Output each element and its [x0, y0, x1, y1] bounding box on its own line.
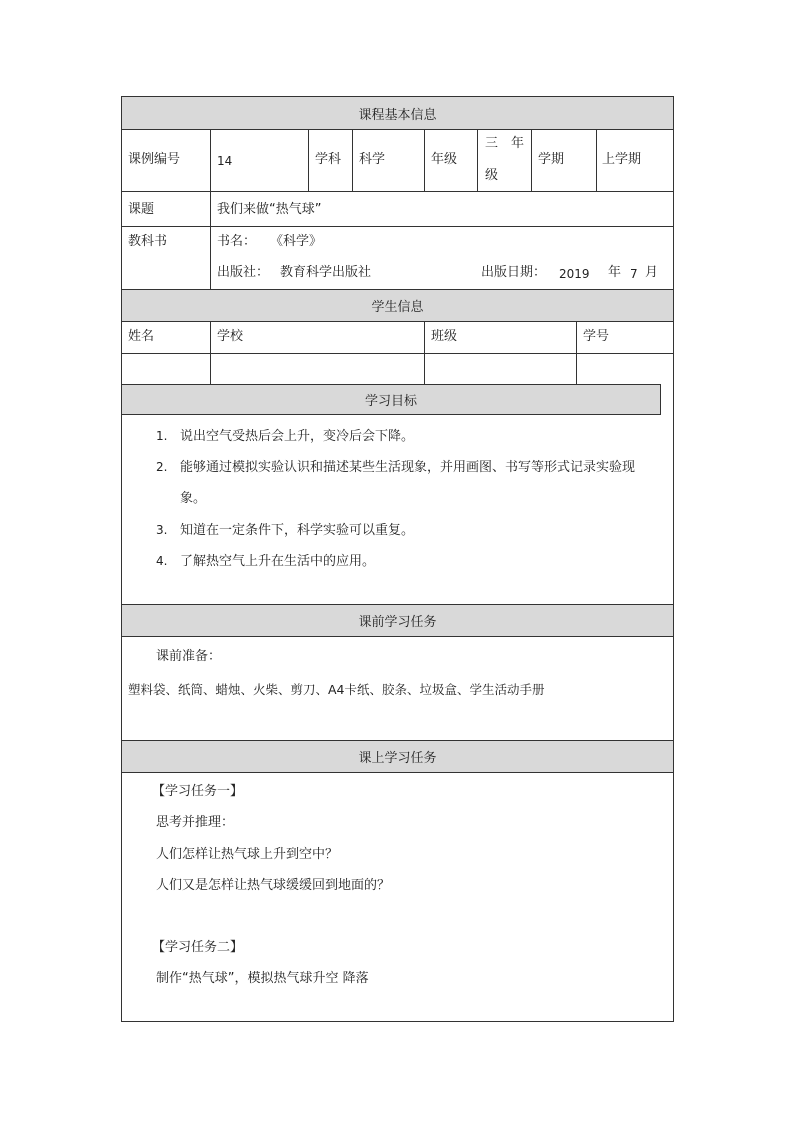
objective-item-continued: 象。	[180, 491, 207, 506]
objective-item: 1. 说出空气受热后会上升，变冷后会下降。	[156, 429, 415, 444]
divider	[424, 129, 425, 191]
objective-item: 4. 了解热空气上升在生活中的应用。	[156, 554, 376, 569]
label-grade: 年级	[431, 152, 458, 167]
divider	[477, 129, 478, 191]
lesson-form-table	[121, 96, 674, 1022]
label-lesson-number: 课例编号	[128, 152, 181, 167]
divider	[596, 129, 597, 191]
grade-value-line2: 级	[485, 168, 499, 183]
divider	[531, 129, 532, 191]
in-class-header	[122, 740, 673, 773]
divider	[210, 129, 211, 290]
divider	[122, 226, 673, 227]
lesson-number-value: 14	[217, 154, 233, 168]
student-info-header	[122, 289, 673, 322]
pre-class-header-text: 课前学习任务	[358, 615, 437, 630]
label-school: 学校	[217, 329, 244, 344]
in-class-header-text: 课上学习任务	[358, 751, 437, 766]
course-info-header-text: 课程基本信息	[358, 107, 437, 123]
divider	[352, 129, 353, 191]
pub-year: 2019	[559, 267, 590, 281]
month-unit: 月	[645, 265, 659, 280]
book-name: 《科学》	[270, 234, 323, 249]
divider	[308, 129, 309, 191]
divider	[122, 353, 673, 354]
divider	[122, 191, 673, 192]
topic-value: 我们来做“热气球”	[217, 202, 322, 217]
student-info-header-text: 学生信息	[371, 300, 424, 315]
course-info-header	[122, 97, 673, 130]
pub-month: 7	[630, 267, 638, 281]
subject-value: 科学	[359, 152, 386, 167]
label-topic: 课题	[128, 202, 155, 217]
grade-value-line1: 三 年	[485, 136, 525, 151]
publisher-value: 教育科学出版社	[280, 265, 372, 280]
label-student-id: 学号	[583, 329, 610, 344]
pubdate-label: 出版日期：	[481, 265, 547, 280]
publisher-label: 出版社：	[217, 265, 270, 280]
task1-question-2: 人们又是怎样让热气球缓缓回到地面的？	[156, 878, 391, 893]
book-label: 书名：	[217, 234, 257, 249]
label-textbook: 教科书	[128, 234, 168, 249]
prep-label: 课前准备：	[156, 649, 222, 664]
pre-class-header	[122, 604, 673, 637]
label-class: 班级	[431, 329, 458, 344]
task2-title: 【学习任务二】	[152, 940, 244, 955]
label-subject: 学科	[315, 152, 342, 167]
task1-intro: 思考并推理：	[156, 815, 235, 830]
task1-question-1: 人们怎样让热气球上升到空中？	[156, 847, 339, 862]
objective-item: 2. 能够通过模拟实验认识和描述某些生活现象，并用画图、书写等形式记录实验现	[156, 460, 636, 475]
label-term: 学期	[538, 152, 565, 167]
objective-item: 3. 知道在一定条件下，科学实验可以重复。	[156, 523, 415, 538]
objectives-header	[122, 384, 661, 415]
term-value: 上学期	[602, 152, 642, 167]
materials-list: 塑料袋、纸筒、蜡烛、火柴、剪刀、A4卡纸、胶条、垃圾盒、学生活动手册	[128, 682, 545, 697]
label-student-name: 姓名	[128, 329, 155, 344]
task2-text: 制作“热气球”，模拟热气球升空 降落	[156, 971, 369, 986]
objectives-header-text: 学习目标	[364, 394, 417, 409]
year-unit: 年	[608, 265, 622, 280]
task1-title: 【学习任务一】	[152, 784, 244, 799]
